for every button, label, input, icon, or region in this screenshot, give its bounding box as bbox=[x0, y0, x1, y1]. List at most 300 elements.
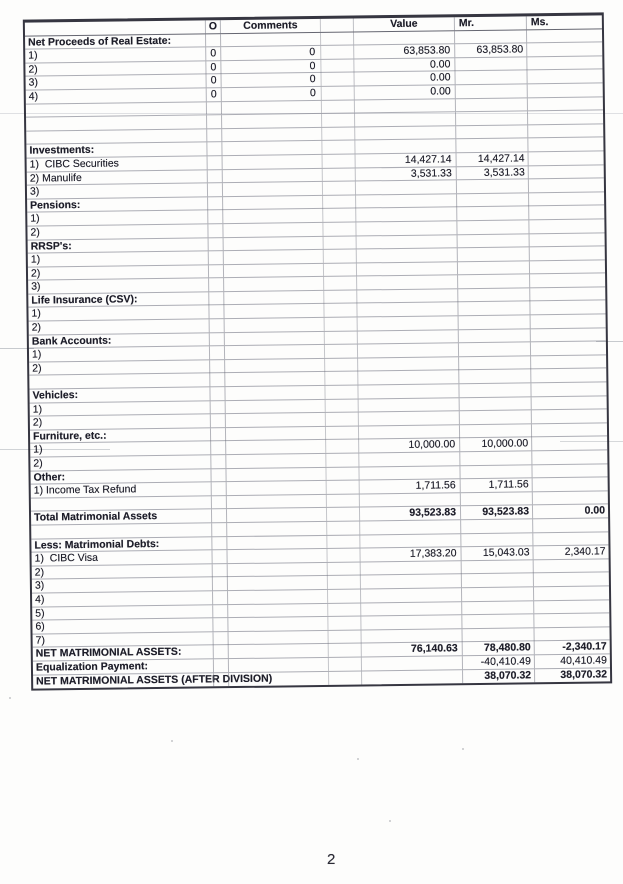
cell-mr bbox=[461, 628, 533, 642]
cell-value: 3,531.33 bbox=[355, 167, 456, 181]
cell-comments bbox=[223, 236, 323, 250]
cell-ms bbox=[529, 246, 605, 260]
cell-gap bbox=[326, 521, 359, 534]
cell-o bbox=[209, 346, 224, 359]
cell-mr bbox=[454, 71, 526, 85]
cell-o bbox=[209, 319, 224, 332]
cell-value bbox=[355, 194, 456, 208]
cell-o bbox=[212, 591, 227, 604]
cell-mr bbox=[455, 112, 527, 125]
cell-label: 2) bbox=[28, 63, 38, 76]
cell-gap bbox=[320, 32, 353, 45]
cell-gap bbox=[327, 562, 360, 575]
cell-o bbox=[207, 156, 222, 169]
cell-mr bbox=[457, 261, 529, 275]
cell-gap bbox=[321, 141, 354, 154]
cell-o bbox=[210, 401, 225, 414]
cell-label: 2) bbox=[32, 362, 42, 375]
cell-value bbox=[360, 588, 461, 602]
cell-gap bbox=[328, 657, 361, 670]
cell-mr bbox=[456, 207, 528, 221]
cell-comments bbox=[222, 209, 322, 223]
cell-o: 0 bbox=[205, 61, 220, 74]
cell-label bbox=[26, 116, 206, 131]
cell-comments bbox=[224, 359, 324, 373]
cell-o bbox=[206, 143, 221, 156]
cell-o bbox=[207, 210, 222, 223]
cell-ms bbox=[531, 450, 607, 464]
cell-gap bbox=[324, 331, 357, 344]
cell-gap bbox=[325, 426, 358, 439]
cell-value bbox=[355, 208, 456, 222]
cell-mr bbox=[460, 533, 532, 547]
cell-comments bbox=[225, 413, 325, 427]
cell-mr bbox=[457, 275, 529, 289]
cell-gap bbox=[322, 209, 355, 222]
cell-label: Equalization Payment: bbox=[35, 660, 149, 674]
cell-comments bbox=[226, 495, 326, 509]
cell-ms bbox=[528, 206, 604, 220]
cell-label: 1) bbox=[33, 443, 43, 456]
cell-gap bbox=[328, 671, 361, 685]
cell-mr bbox=[458, 383, 530, 397]
cell-ms bbox=[530, 369, 606, 383]
cell-gap bbox=[322, 222, 355, 235]
cell-value bbox=[356, 303, 457, 317]
cell-label: Furniture, etc.: bbox=[32, 429, 107, 443]
cell-comments bbox=[224, 372, 324, 386]
cell-value: 10,000.00 bbox=[358, 439, 459, 453]
cell-value bbox=[359, 493, 460, 507]
cell-comments bbox=[221, 141, 321, 155]
cell-label: Net Proceeds of Real Estate: bbox=[28, 34, 172, 49]
cell-gap bbox=[325, 453, 358, 466]
page-number: 2 bbox=[327, 851, 336, 868]
cell-value bbox=[357, 343, 458, 357]
cell-o bbox=[209, 374, 224, 387]
cell-gap bbox=[325, 467, 358, 480]
cell-o bbox=[213, 673, 228, 687]
cell-o bbox=[205, 34, 220, 47]
cell-comments bbox=[222, 196, 322, 210]
cell-gap bbox=[322, 182, 355, 195]
cell-o bbox=[211, 523, 226, 536]
cell-gap bbox=[322, 168, 355, 181]
cell-value: 1,711.56 bbox=[359, 479, 460, 493]
cell-o: 0 bbox=[205, 47, 220, 60]
cell-gap bbox=[327, 603, 360, 616]
cell-ms bbox=[530, 382, 606, 396]
cell-comments bbox=[225, 454, 325, 468]
cell-value bbox=[354, 99, 455, 113]
cell-value bbox=[356, 248, 457, 262]
cell-gap bbox=[328, 630, 361, 643]
cell-comments bbox=[227, 563, 327, 577]
cell-mr bbox=[461, 601, 533, 615]
cell-o bbox=[207, 183, 222, 196]
cell-comments bbox=[225, 400, 325, 414]
cell-mr: 63,853.80 bbox=[454, 44, 526, 58]
cell-value bbox=[358, 466, 459, 480]
cell-label: 2) bbox=[31, 321, 42, 334]
cell-label: Vehicles: bbox=[32, 389, 79, 402]
cell-o bbox=[209, 360, 224, 373]
cell-o bbox=[206, 115, 221, 128]
cell-value bbox=[360, 602, 461, 616]
cell-gap bbox=[327, 589, 360, 602]
cell-comments bbox=[227, 590, 327, 604]
cell-ms bbox=[528, 179, 604, 193]
cell-o: 0 bbox=[206, 88, 221, 101]
cell-gap bbox=[320, 59, 353, 72]
cell-ms bbox=[527, 83, 603, 97]
cell-value: 0.00 bbox=[353, 58, 454, 72]
cell-mr: -40,410.49 bbox=[462, 655, 534, 669]
cell-o bbox=[207, 170, 222, 183]
cell-gap bbox=[321, 100, 354, 113]
cell-comments bbox=[226, 535, 326, 549]
cell-ms bbox=[531, 410, 607, 424]
cell-value bbox=[360, 575, 461, 589]
cell-mr bbox=[454, 57, 526, 71]
header-o: O bbox=[205, 20, 220, 33]
cell-label: 2) bbox=[30, 267, 41, 280]
cell-ms bbox=[526, 56, 602, 70]
cell-o bbox=[211, 550, 226, 563]
table-body bbox=[25, 29, 610, 689]
cell-mr: 1,711.56 bbox=[460, 479, 532, 493]
cell-comments: 0 bbox=[220, 60, 320, 74]
cell-ms bbox=[532, 491, 608, 505]
cell-label: 3) bbox=[34, 579, 45, 592]
cell-value bbox=[356, 276, 457, 290]
cell-mr bbox=[455, 139, 527, 153]
cell-value bbox=[357, 330, 458, 344]
cell-comments bbox=[221, 101, 321, 115]
cell-label: 4) bbox=[35, 593, 45, 606]
cell-ms bbox=[526, 29, 602, 43]
cell-comments: 0 bbox=[220, 46, 320, 60]
cell-comments: 0 bbox=[221, 87, 321, 101]
cell-label: 1) bbox=[31, 348, 42, 361]
cell-mr bbox=[461, 614, 533, 628]
cell-ms bbox=[529, 301, 605, 315]
cell-mr bbox=[455, 84, 527, 98]
cell-o bbox=[211, 510, 226, 523]
cell-ms bbox=[528, 165, 604, 179]
cell-value bbox=[354, 126, 455, 140]
header-value: Value bbox=[353, 17, 454, 31]
cell-mr bbox=[457, 247, 529, 261]
cell-comments bbox=[224, 386, 324, 400]
cell-mr bbox=[459, 451, 531, 465]
cell-label: 1) bbox=[30, 253, 41, 266]
cell-ms bbox=[531, 464, 607, 478]
cell-ms bbox=[529, 274, 605, 288]
cell-label: 1) bbox=[32, 403, 43, 416]
cell-gap bbox=[327, 576, 360, 589]
cell-comments bbox=[223, 264, 323, 278]
scan-speck bbox=[357, 758, 359, 760]
cell-value bbox=[359, 534, 460, 548]
cell-gap bbox=[328, 644, 361, 657]
cell-ms: 40,410.49 bbox=[534, 654, 610, 668]
cell-value bbox=[361, 656, 462, 670]
cell-value: 93,523.83 bbox=[359, 507, 460, 521]
cell-o bbox=[212, 605, 227, 618]
cell-comments bbox=[223, 304, 323, 318]
cell-value: 63,853.80 bbox=[353, 44, 454, 58]
cell-o bbox=[213, 659, 228, 672]
cell-ms bbox=[529, 260, 605, 274]
cell-comments bbox=[225, 440, 325, 454]
header-ms: Ms. bbox=[526, 15, 602, 29]
cell-label: 2) Manulife bbox=[29, 171, 82, 185]
cell-ms bbox=[533, 573, 609, 587]
cell-value bbox=[358, 411, 459, 425]
cell-gap bbox=[326, 549, 359, 562]
cell-gap bbox=[325, 399, 358, 412]
cell-value bbox=[359, 520, 460, 534]
cell-value bbox=[357, 384, 458, 398]
cell-ms bbox=[526, 70, 602, 84]
cell-comments bbox=[221, 114, 321, 128]
cell-label: Bank Accounts: bbox=[31, 334, 112, 348]
cell-value: 14,427.14 bbox=[355, 153, 456, 167]
header-gap bbox=[320, 19, 353, 32]
cell-value bbox=[358, 452, 459, 466]
cell-ms bbox=[530, 355, 606, 369]
cell-label: Other: bbox=[33, 470, 66, 484]
cell-value: 0.00 bbox=[354, 72, 455, 86]
cell-o bbox=[208, 292, 223, 305]
cell-comments bbox=[226, 508, 326, 522]
cell-mr: 14,427.14 bbox=[456, 152, 528, 166]
matrimonial-assets-table bbox=[23, 12, 612, 690]
cell-value bbox=[354, 112, 455, 126]
cell-o bbox=[208, 265, 223, 278]
cell-ms bbox=[528, 151, 604, 165]
cell-label: 1) CIBC Securities bbox=[29, 157, 119, 171]
cell-ms bbox=[526, 43, 602, 57]
cell-o bbox=[211, 537, 226, 550]
cell-o bbox=[211, 482, 226, 495]
cell-gap bbox=[326, 508, 359, 521]
cell-ms bbox=[529, 233, 605, 247]
cell-mr bbox=[458, 343, 530, 357]
cell-comments: 0 bbox=[221, 73, 321, 87]
cell-mr bbox=[460, 492, 532, 505]
cell-o bbox=[210, 469, 225, 482]
cell-gap bbox=[321, 86, 354, 99]
cell-mr: 38,070.32 bbox=[462, 669, 534, 683]
cell-comments bbox=[222, 168, 322, 182]
cell-label: Less: Matrimonial Debts: bbox=[34, 537, 160, 552]
cell-comments bbox=[223, 291, 323, 305]
cell-o bbox=[212, 618, 227, 631]
cell-mr bbox=[459, 397, 531, 411]
cell-comments bbox=[222, 182, 322, 196]
cell-value bbox=[357, 357, 458, 371]
cell-label: 1) CIBC Visa bbox=[34, 551, 99, 565]
cell-o bbox=[207, 224, 222, 237]
cell-comments bbox=[222, 223, 322, 237]
cell-comments bbox=[224, 332, 324, 346]
cell-gap bbox=[323, 236, 356, 249]
cell-mr: 78,480.80 bbox=[462, 642, 534, 656]
cell-ms: 2,340.17 bbox=[532, 546, 608, 560]
cell-value: 76,140.63 bbox=[361, 643, 462, 657]
cell-ms bbox=[532, 532, 608, 546]
cell-label: 5) bbox=[35, 606, 45, 620]
scan-speck bbox=[462, 748, 464, 750]
cell-value: 0.00 bbox=[354, 85, 455, 99]
cell-comments bbox=[227, 603, 327, 617]
cell-ms bbox=[533, 559, 609, 573]
cell-label: 1) bbox=[28, 49, 38, 62]
cell-gap bbox=[321, 73, 354, 86]
scan-speck bbox=[9, 697, 11, 699]
cell-o bbox=[207, 197, 222, 210]
cell-label: Total Matrimonial Assets bbox=[33, 510, 158, 524]
cell-label: 2) bbox=[33, 457, 43, 470]
cell-gap bbox=[324, 372, 357, 385]
cell-o bbox=[211, 496, 226, 509]
cell-o bbox=[210, 442, 225, 455]
cell-o bbox=[209, 333, 224, 346]
cell-mr bbox=[459, 424, 531, 438]
cell-ms bbox=[527, 97, 603, 111]
cell-value bbox=[356, 235, 457, 249]
cell-o bbox=[213, 632, 228, 645]
cell-mr bbox=[461, 560, 533, 574]
cell-comments bbox=[228, 631, 328, 645]
cell-o bbox=[208, 251, 223, 264]
cell-ms bbox=[527, 111, 603, 125]
header-label bbox=[25, 20, 205, 35]
cell-value bbox=[355, 221, 456, 235]
cell-comments bbox=[220, 33, 320, 47]
header-comments: Comments bbox=[220, 19, 320, 33]
cell-value bbox=[358, 398, 459, 412]
cell-label: Life Insurance (CSV): bbox=[31, 293, 138, 307]
cell-gap bbox=[320, 46, 353, 59]
cell-value bbox=[356, 289, 457, 303]
cell-o: 0 bbox=[206, 75, 221, 88]
cell-mr bbox=[458, 370, 530, 383]
cell-ms bbox=[530, 342, 606, 356]
cell-comments bbox=[228, 658, 328, 672]
cell-label: 4) bbox=[28, 90, 39, 103]
cell-ms: 38,070.32 bbox=[534, 668, 610, 683]
cell-comments bbox=[223, 250, 323, 264]
cell-label: RRSP's: bbox=[30, 239, 72, 253]
cell-comments bbox=[225, 427, 325, 441]
cell-value bbox=[361, 629, 462, 643]
cell-value bbox=[360, 561, 461, 575]
cell-o bbox=[212, 578, 227, 591]
cell-ms bbox=[528, 192, 604, 206]
cell-ms bbox=[533, 627, 609, 641]
cell-mr bbox=[460, 519, 532, 532]
cell-label bbox=[31, 496, 211, 511]
cell-gap bbox=[324, 318, 357, 331]
cell-ms: -2,340.17 bbox=[534, 641, 610, 655]
cell-comments bbox=[228, 671, 328, 686]
cell-value bbox=[354, 140, 455, 154]
cell-mr: 93,523.83 bbox=[460, 506, 532, 520]
cell-gap bbox=[323, 263, 356, 276]
cell-label: 2) bbox=[34, 566, 45, 579]
cell-value bbox=[357, 371, 458, 385]
cell-label: 3) bbox=[29, 185, 40, 198]
cell-value: 17,383.20 bbox=[359, 547, 460, 561]
cell-gap bbox=[326, 535, 359, 548]
cell-label: 1) bbox=[31, 307, 41, 321]
cell-mr: 15,043.03 bbox=[460, 546, 532, 560]
cell-comments bbox=[222, 155, 322, 169]
cell-o bbox=[208, 238, 223, 251]
cell-label bbox=[26, 129, 206, 144]
cell-ms: 0.00 bbox=[532, 505, 608, 519]
cell-mr bbox=[461, 587, 533, 601]
cell-value bbox=[355, 180, 456, 194]
cell-mr bbox=[456, 220, 528, 234]
cell-gap bbox=[326, 481, 359, 494]
cell-value bbox=[357, 316, 458, 330]
header-mr: Mr. bbox=[454, 16, 526, 30]
cell-label: NET MATRIMONIAL ASSETS: bbox=[35, 646, 182, 660]
cell-ms bbox=[531, 396, 607, 410]
cell-mr bbox=[457, 234, 529, 248]
cell-gap bbox=[323, 277, 356, 290]
cell-comments bbox=[226, 549, 326, 563]
cell-label: 1) Income Tax Refund bbox=[33, 483, 137, 497]
cell-label: 1) bbox=[30, 212, 40, 225]
cell-gap bbox=[324, 386, 357, 399]
cell-comments bbox=[227, 617, 327, 631]
cell-label: 6) bbox=[35, 620, 45, 633]
cell-ms bbox=[532, 518, 608, 532]
cell-comments bbox=[225, 468, 325, 482]
cell-ms bbox=[532, 478, 608, 492]
cell-comments bbox=[228, 644, 328, 658]
cell-value bbox=[361, 670, 462, 685]
cell-value bbox=[353, 31, 454, 45]
cell-o bbox=[210, 428, 225, 441]
cell-gap bbox=[321, 127, 354, 140]
cell-mr bbox=[455, 125, 527, 138]
cell-o bbox=[210, 455, 225, 468]
cell-o bbox=[206, 102, 221, 115]
cell-mr: 3,531.33 bbox=[456, 166, 528, 180]
cell-ms bbox=[531, 423, 607, 437]
cell-o bbox=[206, 129, 221, 142]
cell-comments bbox=[226, 481, 326, 495]
cell-value bbox=[358, 425, 459, 439]
cell-label: 2) bbox=[32, 416, 43, 429]
cell-mr bbox=[457, 288, 529, 302]
cell-ms bbox=[529, 287, 605, 301]
cell-mr bbox=[458, 329, 530, 343]
cell-o bbox=[213, 645, 228, 658]
cell-comments bbox=[224, 345, 324, 359]
cell-o bbox=[209, 387, 224, 400]
cell-gap bbox=[321, 114, 354, 127]
cell-comments bbox=[226, 522, 326, 536]
cell-ms bbox=[527, 124, 603, 138]
cell-ms bbox=[528, 219, 604, 233]
